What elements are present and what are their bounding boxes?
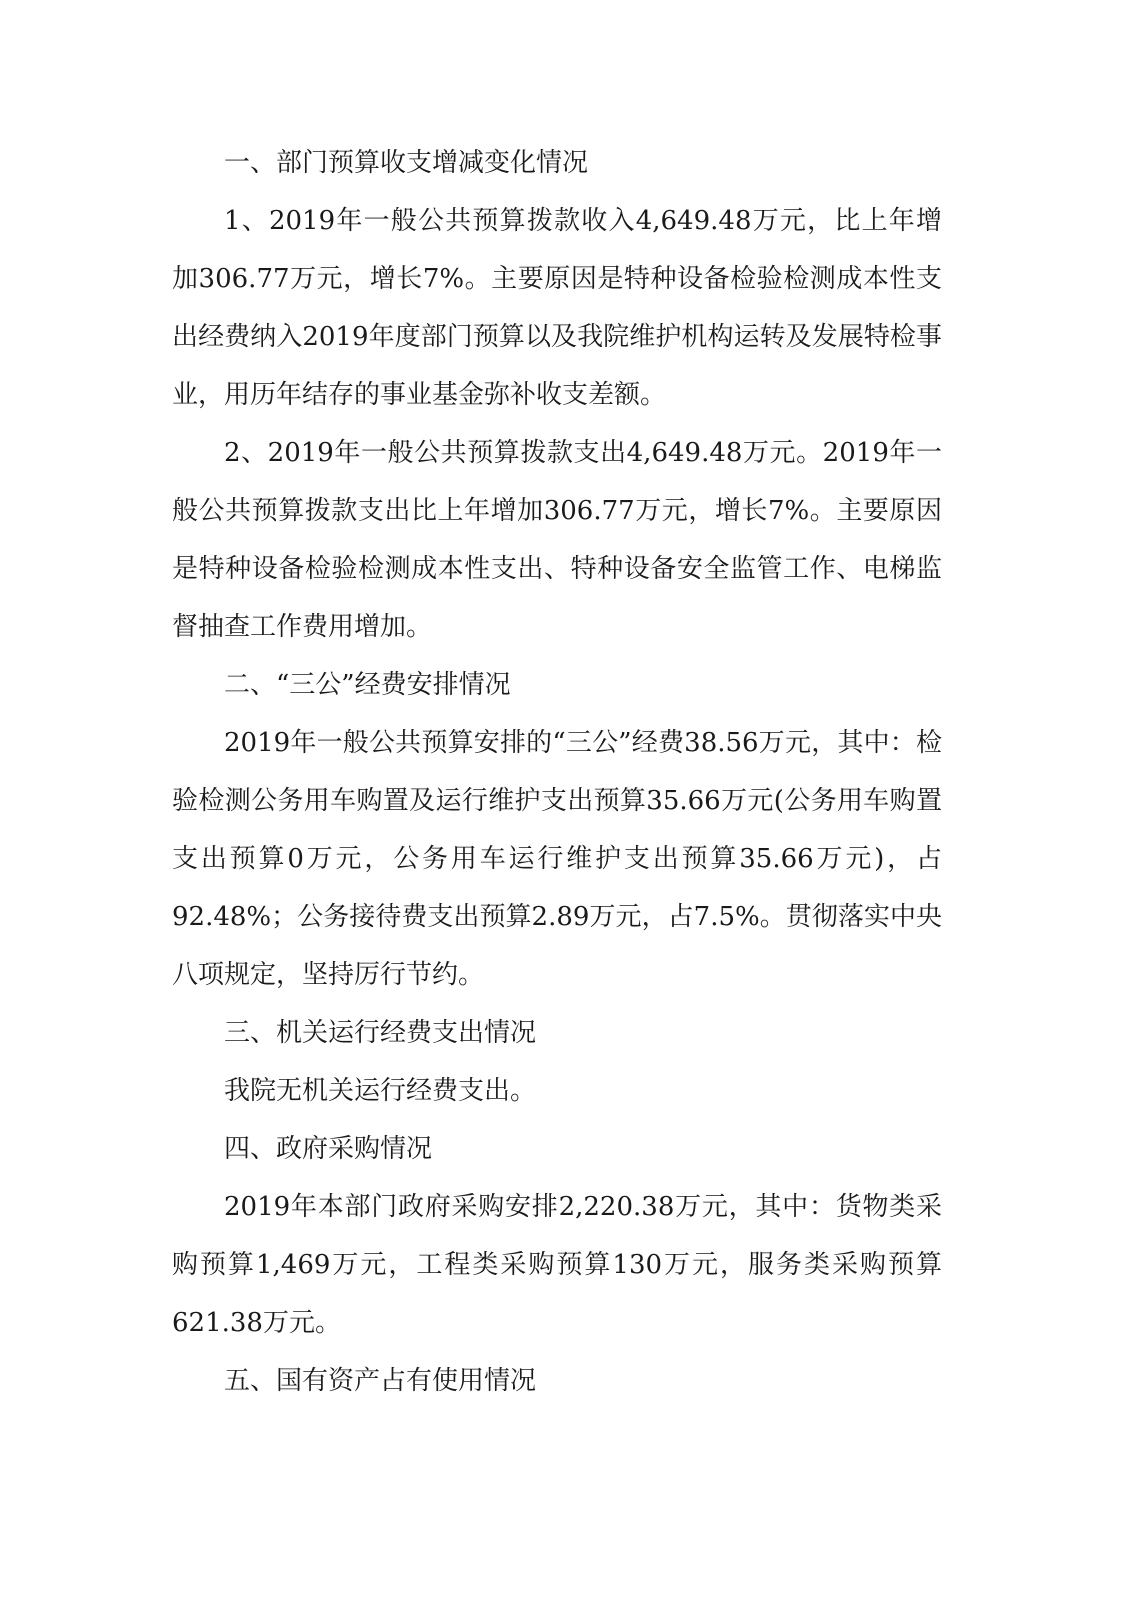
heading-procurement: 四、政府采购情况: [224, 1134, 433, 1164]
heading-state-assets: 五、国有资产占有使用情况: [224, 1366, 537, 1396]
paragraph-income: 1、2019年一般公共预算拨款收入4,649.48万元，比上年增加306.77万元，增长7%。主要原因是特种设备检验检测成本性支出经费纳入2019年度部门预算以及我院维护机构运转及发展特检事业，用历年结存的事业基金弥补收支差额。: [172, 206, 942, 410]
paragraph-procurement: 2019年本部门政府采购安排2,220.38万元，其中：货物类采购预算1,469万元，工程类采购预算130万元，服务类采购预算621.38万元。: [172, 1192, 942, 1338]
document-body: [172, 134, 942, 1410]
heading-three-public: 二、“三公”经费安排情况: [224, 670, 511, 700]
paragraph-operating-expenses: 我院无机关运行经费支出。: [224, 1076, 537, 1106]
heading-budget-changes: 一、部门预算收支增减变化情况: [224, 148, 589, 178]
paragraph-three-public: 2019年一般公共预算安排的“三公”经费38.56万元，其中：检验检测公务用车购置及运行维护支出预算35.66万元(公务用车购置支出预算0万元，公务用车运行维护支出预算35.66万元)，占92.48%；公务接待费支出预算2.89万元，占7.5%。贯彻落实中央八项规定，坚持厉行节约。: [172, 728, 942, 990]
heading-operating-expenses: 三、机关运行经费支出情况: [224, 1018, 537, 1048]
paragraph-expenditure: 2、2019年一般公共预算拨款支出4,649.48万元。2019年一般公共预算拨款支出比上年增加306.77万元，增长7%。主要原因是特种设备检验检测成本性支出、特种设备安全监管工作、电梯监督抽查工作费用增加。: [172, 438, 942, 642]
